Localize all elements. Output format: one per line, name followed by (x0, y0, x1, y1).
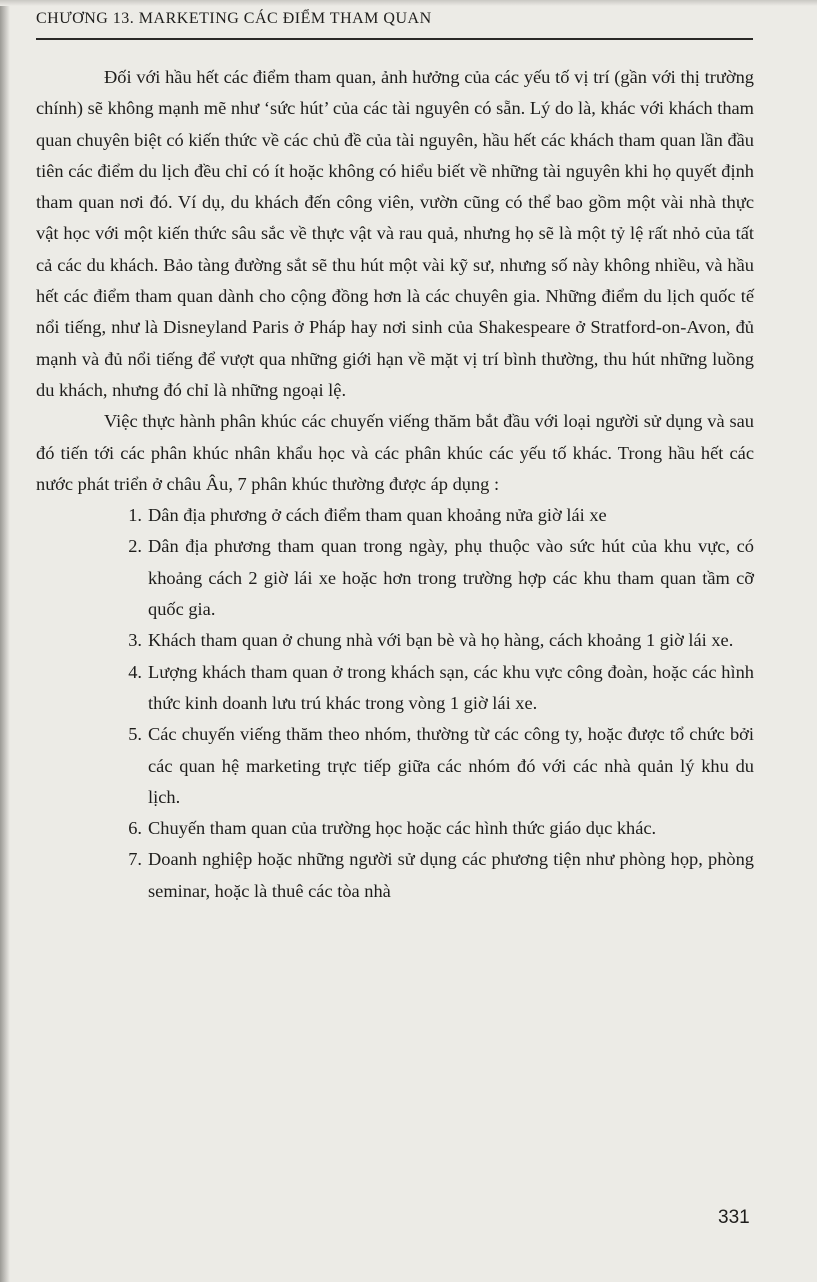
header-rule (36, 38, 753, 40)
list-item-number: 3. (128, 630, 142, 651)
paragraph-1: Đối với hầu hết các điểm tham quan, ảnh hưởng của các yếu tố vị trí (gần với thị trường chính) sẽ không mạnh mẽ như ‘sức hút’ của các tài nguyên có sẵn. Lý do là, khác với khách tham quan chuyên biệt có kiến thức về các chủ đề của tài nguyên, hầu hết các khách tham quan lần đầu tiên các điểm du lịch đều chỉ có ít hoặc không có hiểu biết về những tài nguyên khi họ quyết định tham quan nơi đó. Ví dụ, du khách đến công viên, vườn cũng có thể bao gồm một vài nhà thực vật học với một kiến thức sâu sắc về thực vật và rau quả, nhưng họ sẽ là một tỷ lệ rất nhỏ của tất cả các du khách. Bảo tàng đường sắt sẽ thu hút một vài kỹ sư, nhưng số này không nhiều, và hầu hết các điểm tham quan dành cho cộng đồng hơn là các chuyên gia. Những điểm du lịch quốc tế nổi tiếng, như là Disneyland Paris ở Pháp hay nơi sinh của Shakespeare ở Stratford-on-Avon, đủ mạnh và đủ nổi tiếng để vượt qua những giới hạn về mặt vị trí bình thường, thu hút những luồng du khách, nhưng đó chỉ là những ngoại lệ. (36, 67, 754, 400)
list-item (36, 625, 754, 656)
list-item-number: 4. (128, 661, 142, 682)
page-top-shadow (0, 0, 817, 6)
paragraph-2: Việc thực hành phân khúc các chuyến viếng thăm bắt đầu với loại người sử dụng và sau đó tiến tới các phân khúc nhân khẩu học và các phân khúc các yếu tố khác. Trong hầu hết các nước phát triển ở châu Âu, 7 phân khúc thường được áp dụng : (36, 411, 754, 494)
list-item (36, 813, 754, 844)
list-item-number: 6. (128, 818, 142, 839)
list-item (36, 719, 754, 813)
list-item (36, 531, 754, 625)
page-body (36, 62, 754, 907)
list-item-number: 1. (128, 505, 142, 526)
list-item-number: 5. (128, 724, 142, 745)
list-item-text: Dân địa phương tham quan trong ngày, phụ thuộc vào sức hút của khu vực, có khoảng cách 2 giờ lái xe hoặc hơn trong trường hợp các khu tham quan tầm cỡ quốc gia. (148, 536, 754, 620)
list-item-text: Lượng khách tham quan ở trong khách sạn, các khu vực công đoàn, hoặc các hình thức kinh doanh lưu trú khác trong vòng 1 giờ lái xe. (148, 661, 754, 713)
page-number: 331 (718, 1207, 750, 1228)
list-item (36, 500, 754, 531)
list-item-text: Dân địa phương ở cách điểm tham quan khoảng nửa giờ lái xe (148, 505, 607, 526)
list-item-text: Chuyến tham quan của trường học hoặc các hình thức giáo dục khác. (148, 818, 657, 839)
list-item (36, 844, 754, 907)
page-edge-shadow (0, 0, 10, 1282)
list-item (36, 657, 754, 720)
running-header: CHƯƠNG 13. MARKETING CÁC ĐIỂM THAM QUAN (36, 10, 432, 27)
segment-list (36, 500, 754, 907)
list-item-number: 2. (128, 536, 142, 557)
list-item-text: Khách tham quan ở chung nhà với bạn bè và họ hàng, cách khoảng 1 giờ lái xe. (148, 630, 734, 651)
list-item-text: Doanh nghiệp hoặc những người sử dụng các phương tiện như phòng họp, phòng seminar, hoặc là thuê các tòa nhà (148, 849, 754, 901)
list-item-number: 7. (128, 849, 142, 870)
list-item-text: Các chuyến viếng thăm theo nhóm, thường từ các công ty, hoặc được tổ chức bởi các quan hệ marketing trực tiếp giữa các nhóm đó với các nhà quản lý khu du lịch. (148, 724, 754, 807)
